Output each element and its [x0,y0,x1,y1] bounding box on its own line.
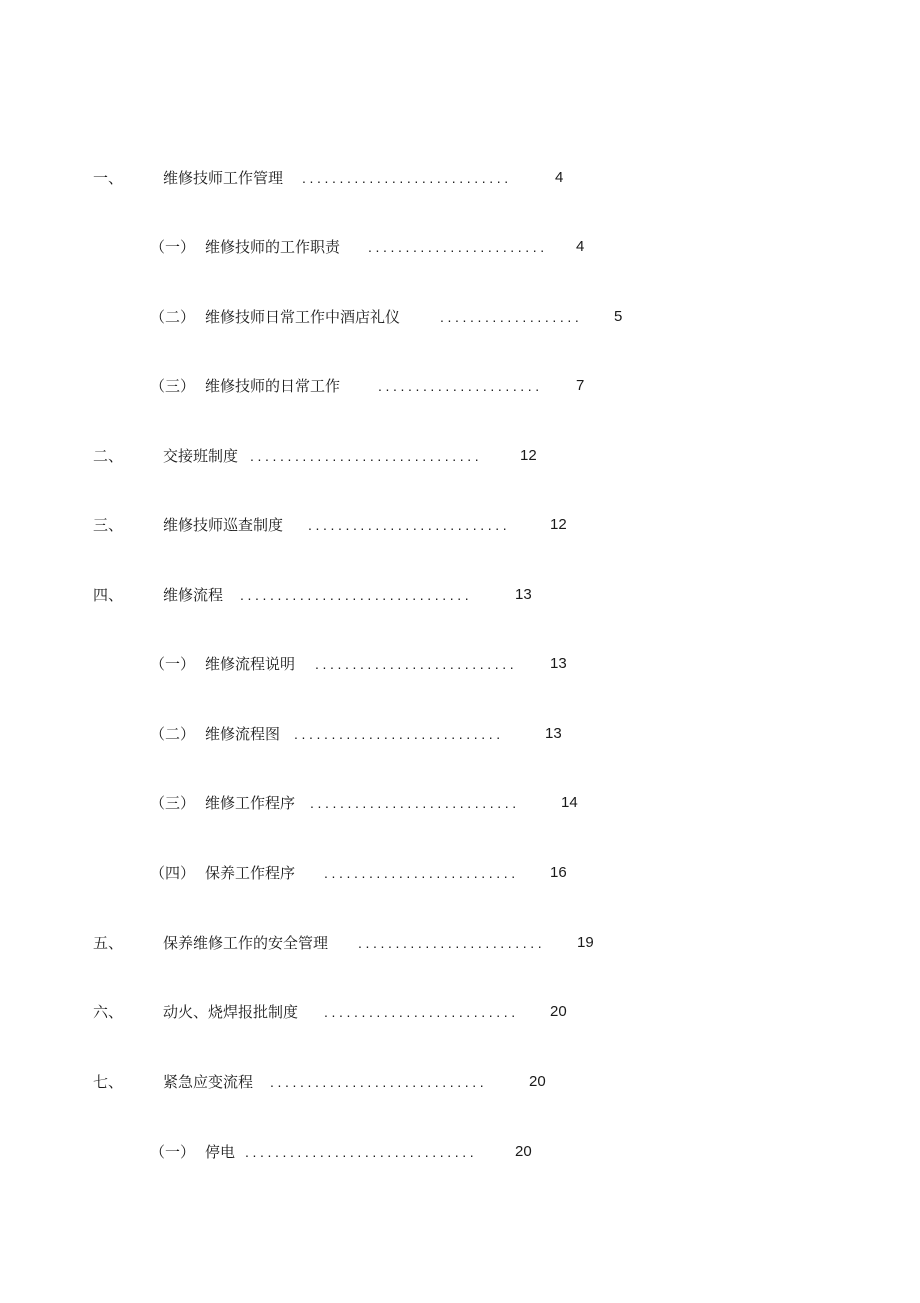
toc-entry-title: 维修技师巡查制度 [163,516,284,534]
toc-leader-dots: ............................ [302,170,512,186]
toc-leader-dots: ............................ [310,795,520,811]
toc-leader-dots: ........................ [368,239,548,255]
toc-leader-dots: ...................... [378,378,543,394]
toc-entry-number: 七、 [93,1073,124,1091]
toc-entry-number: （三） [150,794,196,812]
toc-leader-dots: ............................... [240,587,473,603]
toc-entry-number: 六、 [93,1003,124,1021]
toc-entry-title: 交接班制度 [163,447,239,465]
toc-entry-number: 三、 [93,516,124,534]
toc-entry-number: 五、 [93,934,124,952]
toc-page-number: 12 [550,516,567,533]
toc-page-number: 5 [614,308,623,325]
toc-entry-title: 动火、烧焊报批制度 [163,1003,299,1021]
toc-page-number: 13 [545,725,562,742]
toc-entry-title: 保养维修工作的安全管理 [163,934,329,952]
toc-page-number: 20 [529,1073,546,1090]
toc-entry-title: 维修流程 [163,586,224,604]
toc-entry-number: 二、 [93,447,124,465]
toc-leader-dots: ................... [440,309,583,325]
toc-leader-dots: ......................... [358,935,546,951]
toc-entry-number: （三） [150,377,196,395]
toc-entry-title: 维修技师的工作职责 [205,238,341,256]
toc-entry-title: 维修技师工作管理 [163,169,284,187]
toc-entry-title: 保养工作程序 [205,864,296,882]
toc-entry-title: 维修流程图 [205,725,281,743]
toc-leader-dots: ............................ [294,726,504,742]
toc-leader-dots: ........................... [308,517,511,533]
toc-entry-number: （二） [150,308,196,326]
toc-page-number: 20 [550,1003,567,1020]
toc-page-number: 14 [561,794,578,811]
toc-entry-title: 维修工作程序 [205,794,296,812]
toc-leader-dots: .......................... [324,865,519,881]
toc-entry-number: （二） [150,725,196,743]
toc-entry-number: （四） [150,864,196,882]
toc-entry-title: 紧急应变流程 [163,1073,254,1091]
toc-entry-number: （一） [150,655,196,673]
toc-leader-dots: ............................. [270,1074,488,1090]
toc-entry-title: 维修技师的日常工作 [205,377,341,395]
toc-entry-title: 维修流程说明 [205,655,296,673]
toc-page-number: 13 [550,655,567,672]
toc-page-number: 13 [515,586,532,603]
toc-entry-title: 维修技师日常工作中酒店礼仪 [205,308,401,326]
toc-page-number: 19 [577,934,594,951]
toc-page-number: 4 [576,238,585,255]
toc-leader-dots: .......................... [324,1004,519,1020]
toc-page-number: 16 [550,864,567,881]
toc-page-number: 7 [576,377,585,394]
toc-entry-number: 一、 [93,169,124,187]
toc-entry-number: （一） [150,238,196,256]
toc-entry-number: （一） [150,1143,196,1161]
toc-page-number: 4 [555,169,564,186]
toc-leader-dots: ........................... [315,656,518,672]
toc-entry-number: 四、 [93,586,124,604]
toc-page-number: 20 [515,1143,532,1160]
toc-leader-dots: ............................... [250,448,483,464]
toc-leader-dots: ............................... [245,1144,478,1160]
toc-entry-title: 停电 [205,1143,236,1161]
toc-page-number: 12 [520,447,537,464]
